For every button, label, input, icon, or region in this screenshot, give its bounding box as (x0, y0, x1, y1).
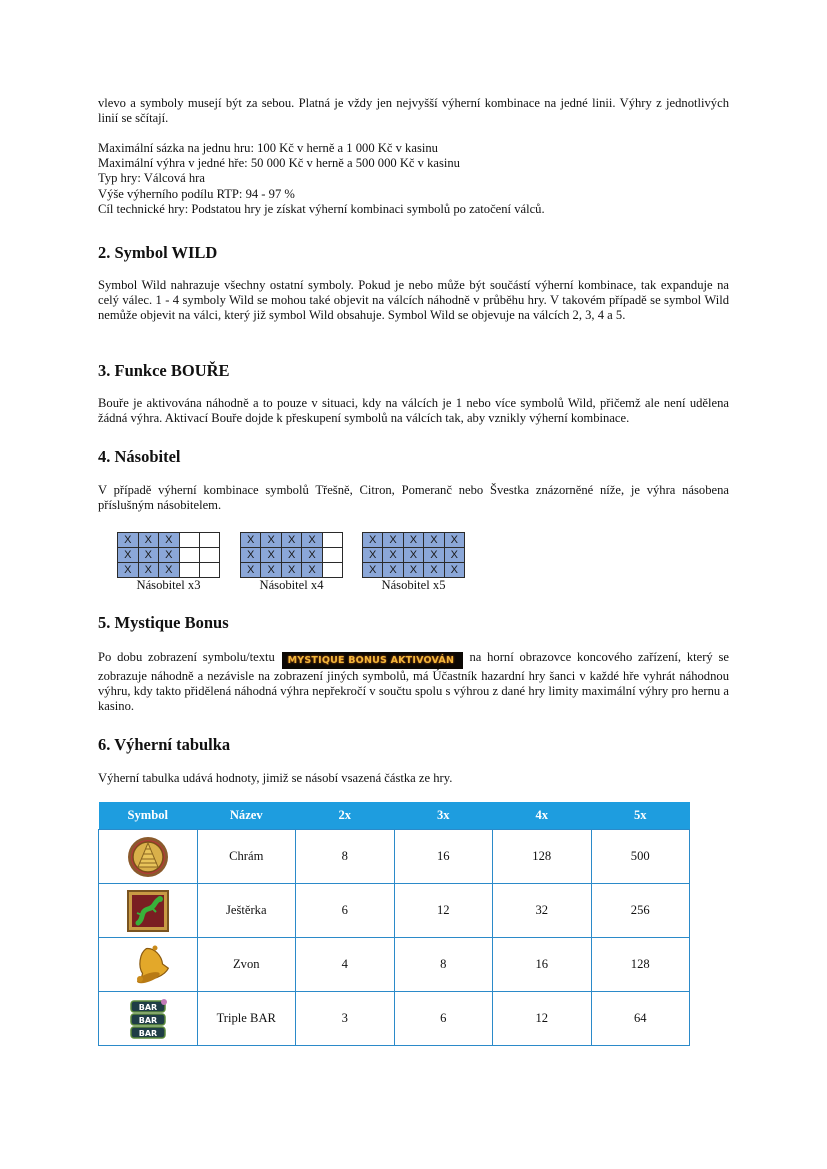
mystique-bonus-banner: MYSTIQUE BONUS AKTIVOVÁN (282, 652, 463, 669)
storm-section (98, 361, 729, 381)
spec-max-bet: Maximální sázka na jednu hru: 100 Kč v herně a 1 000 Kč v kasinu (98, 141, 438, 155)
table-row: BAR BAR BAR Triple BAR 3 6 12 64 (99, 992, 690, 1046)
mystique-text: Po dobu zobrazení symbolu/textu MYSTIQUE BONUS AKTIVOVÁN na horní obrazovce koncového zařízení, který se zobrazuje náhodně a nezávisle na zobrazení jiných symbolů, má Účastník hazardní hry šanci v každé hře vyhrát náhodnou výhru, kdy takto přidělená náhodná výhra nepřekročí v součtu spolu s výhrou z dané hry limity maximální výhry pro hernu a kasino. (98, 650, 729, 714)
col-3x: 3x (394, 802, 493, 830)
game-specs (98, 141, 729, 217)
paytable-heading: 6. Výherní tabulka (98, 735, 231, 754)
multiplier-grid-x3 (117, 532, 220, 593)
grid-caption: Násobitel x5 (381, 578, 446, 592)
storm-heading: 3. Funkce BOUŘE (98, 361, 230, 380)
reel-grid: X X X X X X X X X (117, 532, 220, 578)
mystique-section (98, 613, 729, 633)
col-symbol: Symbol (99, 802, 198, 830)
wild-heading: 2. Symbol WILD (98, 243, 218, 262)
paytable-header-row (99, 802, 690, 830)
symbol-name: Chrám (197, 830, 296, 884)
svg-text:BAR: BAR (138, 1002, 157, 1012)
col-2x: 2x (296, 802, 395, 830)
reel-grid: X X X X X X X X X X X X X X X (362, 532, 465, 578)
symbol-name: Ještěrka (197, 884, 296, 938)
reel-grid: X X X X X X X X X X X X (240, 532, 343, 578)
symbol-name: Zvon (197, 938, 296, 992)
col-5x: 5x (591, 802, 690, 830)
multiplier-text: V případě výherní kombinace symbolů Třešně, Citron, Pomeranč nebo Švestka znázorněné níže, je výhra násobena příslušným násobitelem. (98, 483, 729, 513)
table-row: Chrám 8 16 128 500 (99, 830, 690, 884)
multiplier-grid-x4 (240, 532, 343, 593)
spec-max-win: Maximální výhra v jedné hře: 50 000 Kč v herně a 500 000 Kč v kasinu (98, 156, 460, 171)
col-name: Název (197, 802, 296, 830)
table-row: Zvon 4 8 16 128 (99, 938, 690, 992)
storm-text: Bouře je aktivována náhodně a to pouze v situaci, kdy na válcích je 1 nebo více symbolů Wild, přičemž ale není udělena žádná výhra. Aktivací Bouře dojde k přeskupení symbolů na válcích tak, aby vznikly výherní kombinace. (98, 396, 729, 426)
multiplier-grid-x5 (362, 532, 465, 593)
temple-icon (126, 835, 170, 879)
wild-text: Symbol Wild nahrazuje všechny ostatní symboly. Pokud je nebo může být součástí výherní kombinace, tak expanduje na celý válec. 1 - 4 symboly Wild se mohou také objevit na válcích náhodně v průběhu hry. V takovém případě se symbol Wild nemůže objevit na válci, který již symbol Wild obsahuje. Symbol Wild se objevuje na válcích 2, 3, 4 a 5. (98, 278, 729, 323)
lizard-icon (126, 889, 170, 933)
multiplier-section (98, 447, 729, 467)
intro-paragraph: vlevo a symboly musejí být za sebou. Platná je vždy jen nejvyšší výherní kombinace na jedné linii. Výhry z jednotlivých linií se sčítají. (98, 96, 729, 126)
multiplier-heading: 4. Násobitel (98, 447, 181, 466)
wild-section (98, 243, 729, 263)
symbol-name: Triple BAR (197, 992, 296, 1046)
mystique-heading: 5. Mystique Bonus (98, 613, 229, 632)
grid-caption: Násobitel x3 (136, 578, 201, 592)
triple-bar-icon (126, 997, 170, 1041)
table-row: Ještěrka 6 12 32 256 (99, 884, 690, 938)
spec-goal: Cíl technické hry: Podstatou hry je získat výherní kombinaci symbolů po zatočení válců. (98, 201, 545, 216)
grid-caption: Násobitel x4 (259, 578, 324, 592)
paytable-text: Výherní tabulka udává hodnoty, jimiž se násobí vsazená částka ze hry. (98, 771, 453, 785)
col-4x: 4x (493, 802, 592, 830)
bell-icon (126, 943, 170, 987)
spec-rtp: Výše výherního podílu RTP: 94 - 97 % (98, 186, 295, 201)
paytable (98, 802, 690, 1046)
intro-section (98, 96, 729, 126)
svg-text:BAR: BAR (138, 1028, 157, 1038)
spec-game-type: Typ hry: Válcová hra (98, 171, 205, 186)
svg-text:BAR: BAR (138, 1015, 157, 1025)
paytable-section (98, 735, 729, 755)
